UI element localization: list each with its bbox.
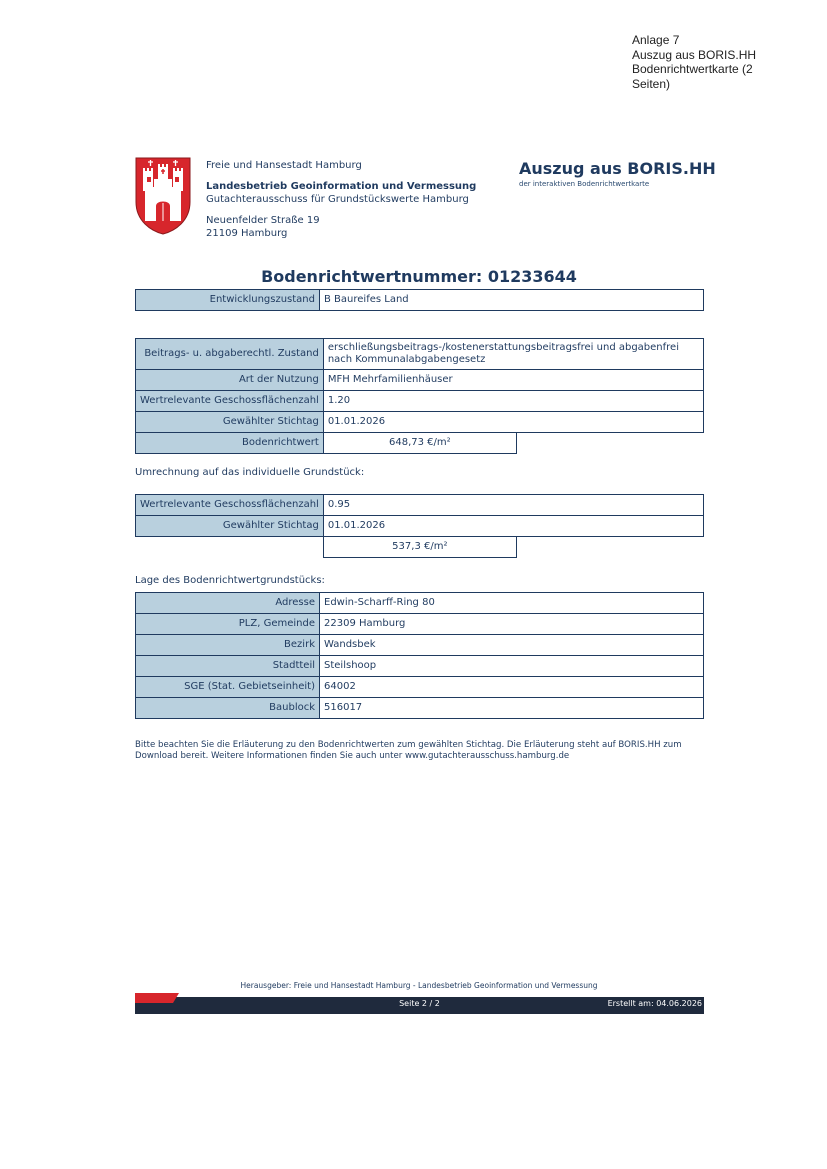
row-value: 516017 — [320, 698, 704, 719]
issuer-street: Neuenfelder Straße 19 — [206, 215, 320, 226]
row-label: SGE (Stat. Gebietseinheit) — [136, 677, 320, 698]
row-label: Wertrelevante Geschossflächenzahl — [136, 391, 324, 412]
boris-subtitle: der interaktiven Bodenrichtwertkarte — [519, 180, 650, 188]
conversion-heading: Umrechnung auf das individuelle Grundstück: — [135, 467, 365, 478]
row-value: MFH Mehrfamilienhäuser — [323, 370, 703, 391]
land-value-table — [135, 338, 704, 454]
attachment-line-4: Seiten) — [632, 76, 671, 91]
location-heading: Lage des Bodenrichtwertgrundstücks: — [135, 575, 325, 586]
table-row — [136, 614, 704, 635]
issuer-city: Freie und Hansestadt Hamburg — [206, 160, 362, 171]
table-row — [136, 433, 704, 454]
location-table — [135, 592, 704, 719]
table-row — [136, 412, 704, 433]
disclaimer-text: Bitte beachten Sie die Erläuterung zu den Bodenrichtwerten zum gewählten Stichtag. Die Erläuterung steht auf BORIS.HH zum Download bereit. Weitere Informationen finden Sie auch unter www.gutachterausschuss.hamburg.de — [135, 740, 682, 761]
row-value: 64002 — [320, 677, 704, 698]
row-value: 0.95 — [323, 495, 703, 516]
boris-header — [519, 159, 716, 188]
row-value: Wandsbek — [320, 635, 704, 656]
development-state-table — [135, 289, 704, 311]
row-label: Baublock — [136, 698, 320, 719]
row-value: Edwin-Scharff-Ring 80 — [320, 593, 704, 614]
issuer-committee: Gutachterausschuss für Grundstückswerte Hamburg — [206, 194, 469, 205]
footer-publisher: Herausgeber: Freie und Hansestadt Hamburg - Landesbetrieb Geoinformation und Vermessung — [240, 981, 598, 990]
row-label: Entwicklungszustand — [136, 290, 320, 311]
table-row — [136, 635, 704, 656]
row-label: Art der Nutzung — [136, 370, 324, 391]
table-row — [136, 537, 704, 558]
land-value: 648,73 €/m² — [323, 433, 516, 454]
table-row — [136, 290, 704, 311]
row-value-line-2: nach Kommunalabgabengesetz — [327, 354, 486, 365]
row-label: Bodenrichtwert — [136, 433, 324, 454]
table-row — [136, 677, 704, 698]
row-label: Adresse — [136, 593, 320, 614]
row-value-line-1: erschließungsbeitrags-/kostenerstattungsbeitragsfrei und abgabenfrei — [327, 342, 679, 353]
attachment-line-1: Anlage 7 — [632, 33, 680, 47]
row-value: 01.01.2026 — [323, 516, 703, 537]
row-label: Stadtteil — [136, 656, 320, 677]
issuer-block — [206, 159, 476, 240]
row-value: 22309 Hamburg — [320, 614, 704, 635]
attachment-note — [632, 33, 812, 91]
table-row — [136, 370, 704, 391]
conversion-table — [135, 494, 704, 558]
issuer-agency: Landesbetrieb Geoinformation und Vermessung — [206, 181, 477, 192]
table-row — [136, 593, 704, 614]
row-label: Gewählter Stichtag — [136, 516, 324, 537]
table-row — [136, 656, 704, 677]
boris-title: Auszug aus BORIS.HH — [519, 159, 716, 178]
issuer-zip-city: 21109 Hamburg — [206, 228, 288, 239]
row-label: Wertrelevante Geschossflächenzahl — [136, 495, 324, 516]
converted-land-value: 537,3 €/m² — [323, 537, 516, 558]
table-row — [136, 391, 704, 412]
row-label: PLZ, Gemeinde — [136, 614, 320, 635]
row-value: B Baureifes Land — [320, 290, 704, 311]
row-label: Bezirk — [136, 635, 320, 656]
created-date: Erstellt am: 04.06.2026 — [607, 999, 702, 1008]
table-row — [136, 339, 704, 370]
table-row — [136, 698, 704, 719]
row-label: Gewählter Stichtag — [136, 412, 324, 433]
table-row — [136, 516, 704, 537]
row-value — [323, 339, 703, 370]
row-value: 1.20 — [323, 391, 703, 412]
row-label: Beitrags- u. abgaberechtl. Zustand — [136, 339, 324, 370]
table-row — [136, 495, 704, 516]
page-title: Bodenrichtwertnummer: 01233644 — [261, 267, 577, 286]
row-value: Steilshoop — [320, 656, 704, 677]
row-value: 01.01.2026 — [323, 412, 703, 433]
hamburg-crest-icon — [135, 157, 191, 235]
attachment-line-2: Auszug aus BORIS.HH — [632, 47, 757, 62]
attachment-line-3: Bodenrichtwertkarte (2 — [632, 62, 753, 76]
page-number: Seite 2 / 2 — [399, 999, 440, 1008]
